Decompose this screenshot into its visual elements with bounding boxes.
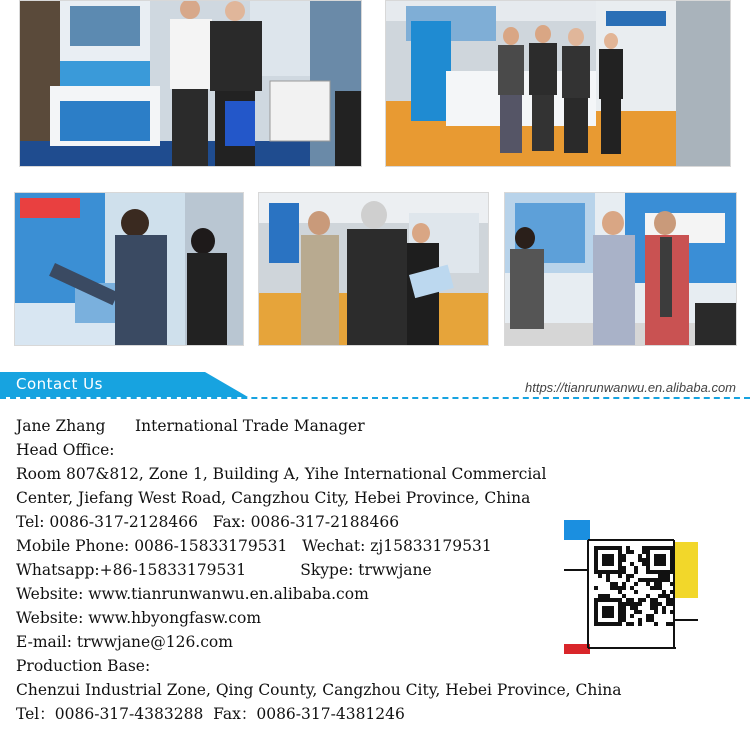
head-office-address-2: Center, Jiefang West Road, Cangzhou City, Hebei Province, China [16,489,531,507]
contact-name-title: Jane Zhang International Trade Manager [16,417,365,435]
contact-section-header [0,372,750,400]
dashed-divider [0,397,750,399]
head-office-phone-fax: Tel: 0086-317-2128466 Fax: 0086-317-2188466 [16,513,400,531]
contact-heading: Contact Us [16,375,103,393]
qr-code-icon [558,520,708,670]
booth-photo-5 [504,192,737,346]
booth-photo-4 [258,192,489,346]
whatsapp-skype: Whatsapp:+86-15833179531 Skype: trwwjane [16,561,432,579]
email[interactable]: E-mail: trwwjane@126.com [16,633,233,651]
production-base-label: Production Base: [16,657,151,675]
booth-photo-2 [385,0,731,167]
head-office-label: Head Office: [16,441,115,459]
production-phone-fax: Tel：0086-317-4383288 Fax：0086-317-4381246 [16,705,405,723]
production-base-address: Chenzui Industrial Zone, Qing County, Cangzhou City, Hebei Province, China [16,681,622,699]
booth-photo-1 [19,0,362,167]
mobile-wechat: Mobile Phone: 0086-15833179531 Wechat: zj15833179531 [16,537,492,555]
head-office-address-1: Room 807&812, Zone 1, Building A, Yihe International Commercial [16,465,547,483]
website-alibaba[interactable]: Website: www.tianrunwanwu.en.alibaba.com [16,585,369,603]
booth-photo-3 [14,192,244,346]
website-company[interactable]: Website: www.hbyongfasw.com [16,609,262,627]
store-url-link[interactable]: https://tianrunwanwu.en.alibaba.com [524,380,736,395]
